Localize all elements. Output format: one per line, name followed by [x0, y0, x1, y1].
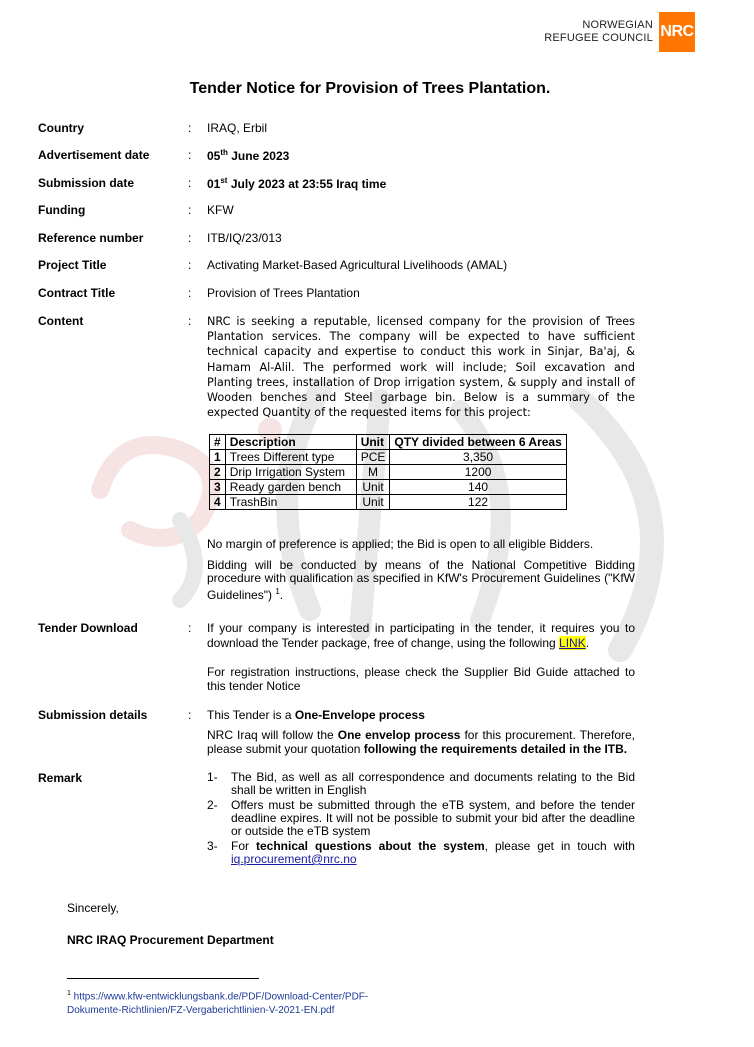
page-title: Tender Notice for Provision of Trees Plantation. — [189, 80, 551, 97]
colon: : — [188, 176, 192, 190]
remark-number: 2- — [207, 798, 218, 812]
colon: : — [188, 708, 192, 722]
footnote — [67, 987, 368, 1018]
advert-rest: June 2023 — [227, 149, 290, 163]
table-cell-description: Ready garden bench — [225, 480, 356, 495]
advert-day: 05 — [207, 149, 221, 163]
table-cell-qty: 1200 — [390, 465, 566, 480]
table-header-unit: Unit — [356, 435, 390, 450]
footnote-url-1[interactable]: https://www.kfw-entwicklungsbank.de/PDF/Download-Center/PDF- — [70, 991, 369, 1003]
remark-3-bold: technical questions about the system — [255, 839, 485, 853]
table-header-number: # — [210, 435, 226, 450]
logo-line-1: NORWEGIAN — [582, 19, 653, 31]
list-item — [207, 840, 635, 866]
submission-line-bold: One-Envelope process — [294, 708, 425, 722]
content-paragraph: NRC is seeking a reputable, licensed company for the provision of Trees Plantation services. The company will be expected to have sufficient technical capacity and expertise to conduct this work in Sinjar, Ba'aj, & Hamam Al-Alil. The performed work will include; Soil excavation and Planting trees, installation of Drop irrigation system, & supply and install of Wooden benches and Steel garbage bin. Below is a summary of the expected Quantity of the requested items for this project: — [207, 315, 635, 420]
label-contract-title: Contract Title — [38, 286, 116, 300]
process-b: One envelop process — [337, 728, 461, 742]
margin-note: No margin of preference is applied; the Bid is open to all eligible Bidders. — [207, 537, 594, 551]
colon: : — [188, 148, 192, 162]
submission-day: 01 — [207, 177, 221, 191]
value-project-title: Activating Market-Based Agricultural Livelihoods (AMAL) — [207, 258, 508, 272]
table-cell-description: Trees Different type — [225, 450, 356, 465]
download-text — [207, 621, 635, 651]
bidding-note-text: Bidding will be conducted by means of the National Competitive Bidding procedure with qualification as specified in KfW's Procurement Guidelines ("KfW Guidelines") — [207, 558, 635, 602]
colon: : — [188, 258, 192, 272]
table-cell-number: 3 — [210, 480, 226, 495]
table-cell-unit: Unit — [356, 495, 390, 510]
footnote-url-2[interactable]: Dokumente-Richtlinien/FZ-Vergaberichtlinien-V-2021-EN.pdf — [67, 1005, 335, 1017]
table-cell-number: 2 — [210, 465, 226, 480]
label-remark: Remark — [38, 771, 83, 785]
colon: : — [188, 231, 192, 245]
label-reference-number: Reference number — [38, 231, 144, 245]
procurement-email-link[interactable]: iq.procurement@nrc.no — [231, 852, 357, 866]
submission-day-suffix: st — [220, 176, 228, 185]
advert-day-suffix: th — [220, 148, 228, 157]
table-row — [210, 465, 567, 480]
colon: : — [188, 621, 192, 635]
table-header-qty: QTY divided between 6 Areas — [390, 435, 566, 450]
remark-number: 3- — [207, 839, 218, 853]
remark-3-post: , please get in touch with — [484, 839, 635, 853]
download-text-1: If your company is interested in participating in the tender, it requires you to download the Tender package, free of change, using the following — [207, 621, 635, 650]
remark-3-pre: For — [231, 839, 256, 853]
bidding-note — [207, 559, 635, 602]
table-header-description: Description — [225, 435, 356, 450]
nrc-logo — [544, 12, 695, 52]
remark-text: The Bid, as well as all correspondence and documents relating to the Bid shall be written in English — [231, 770, 635, 797]
label-submission-details: Submission details — [38, 708, 148, 722]
table-row — [210, 480, 567, 495]
label-submission-date: Submission date — [38, 176, 135, 190]
value-contract-title: Provision of Trees Plantation — [207, 286, 360, 300]
table-cell-description: TrashBin — [225, 495, 356, 510]
footnote-number: 1 — [67, 990, 71, 997]
label-country: Country — [38, 121, 84, 135]
label-advertisement-date: Advertisement date — [38, 148, 150, 162]
label-tender-download: Tender Download — [38, 621, 138, 635]
table-cell-qty: 122 — [390, 495, 566, 510]
table-row — [210, 450, 567, 465]
table-cell-unit: M — [356, 465, 390, 480]
remark-number: 1- — [207, 770, 218, 784]
colon: : — [188, 314, 192, 328]
table-row — [210, 495, 567, 510]
bidding-note-end: . — [279, 588, 284, 602]
closing-department: NRC IRAQ Procurement Department — [67, 933, 274, 947]
list-item — [207, 771, 635, 797]
table-cell-unit: Unit — [356, 480, 390, 495]
submission-process-text — [207, 728, 635, 756]
label-funding: Funding — [38, 203, 86, 217]
submission-details-line — [207, 708, 635, 722]
items-table — [209, 434, 567, 510]
logo-line-2: REFUGEE COUNCIL — [544, 32, 653, 44]
table-cell-number: 4 — [210, 495, 226, 510]
submission-line-pre: This Tender is a — [207, 708, 295, 722]
colon: : — [188, 121, 192, 135]
logo-text — [544, 19, 653, 45]
footnote-line-1 — [67, 987, 368, 1004]
value-country: IRAQ, Erbil — [207, 121, 268, 135]
value-submission-date — [207, 176, 635, 191]
remark-text: Offers must be submitted through the eTB system, and before the tender deadline expires. It will not be possible to submit your bid after the deadline or outside the eTB system — [231, 798, 635, 838]
process-c: for this procurement. Therefore, please submit your quotation — [207, 728, 635, 756]
table-header-row — [210, 435, 567, 450]
colon: : — [188, 286, 192, 300]
table-cell-qty: 140 — [390, 480, 566, 495]
label-content: Content — [38, 314, 84, 328]
table-cell-qty: 3,350 — [390, 450, 566, 465]
list-item — [207, 799, 635, 838]
label-project-title: Project Title — [38, 258, 107, 272]
download-link[interactable]: LINK — [559, 636, 586, 650]
footnote-divider — [67, 978, 259, 979]
table-cell-description: Drip Irrigation System — [225, 465, 356, 480]
colon: : — [188, 203, 192, 217]
remark-list — [207, 771, 635, 868]
logo-mark: NRC — [659, 12, 695, 52]
table-cell-unit: PCE — [356, 450, 390, 465]
closing-sincerely: Sincerely, — [67, 901, 119, 915]
registration-note: For registration instructions, please check the Supplier Bid Guide attached to this tender Notice — [207, 665, 635, 693]
process-a: NRC Iraq will follow the — [207, 728, 338, 742]
download-text-end: . — [585, 636, 590, 650]
process-d: following the requirements detailed in the ITB. — [363, 742, 628, 756]
value-reference-number: ITB/IQ/23/013 — [207, 231, 282, 245]
value-advertisement-date — [207, 148, 635, 163]
submission-rest: July 2023 at 23:55 Iraq time — [227, 177, 387, 191]
table-cell-number: 1 — [210, 450, 226, 465]
value-funding: KFW — [207, 203, 234, 217]
footnote-reference: 1 — [275, 587, 280, 596]
